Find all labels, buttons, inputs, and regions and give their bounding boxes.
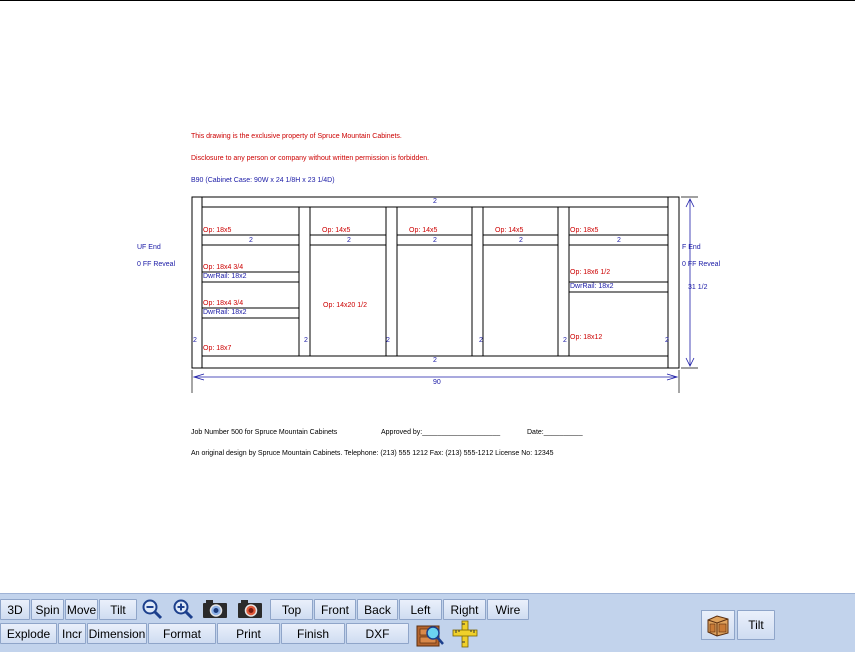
camera-red-icon[interactable] — [236, 597, 263, 621]
drawing-canvas[interactable] — [0, 1, 855, 592]
stile-label: 2 — [479, 337, 483, 344]
bottom-toolbar — [0, 593, 855, 652]
incr-button[interactable]: Incr — [58, 623, 86, 644]
stile-label: 2 — [563, 337, 567, 344]
rail-dim: 2 — [617, 237, 621, 244]
left-view-button[interactable]: Left — [399, 599, 442, 620]
opening-label: Op: 18x7 — [203, 345, 232, 352]
top-view-button[interactable]: Top — [270, 599, 313, 620]
tilt-right-button[interactable]: Tilt — [737, 610, 775, 640]
opening-label: Op: 18x4 3/4 — [203, 300, 244, 307]
camera-icon[interactable] — [201, 597, 228, 621]
design-credit: An original design by Spruce Mountain Cabinets. Telephone: (213) 555 1212 Fax: (213) 555-1212 License No: 12345 — [191, 450, 554, 457]
cabinet-view-icon[interactable] — [414, 621, 446, 648]
stile-label: 2 — [665, 337, 669, 344]
rail-dim: 2 — [347, 237, 351, 244]
job-number: Job Number 500 for Spruce Mountain Cabinets — [191, 429, 338, 436]
opening-label: Op: 18x6 1/2 — [570, 269, 611, 276]
disclosure-notice: Disclosure to any person or company without written permission is forbidden. — [191, 155, 430, 162]
cabinet-drawing — [0, 1, 855, 592]
ruler-icon[interactable] — [451, 620, 479, 648]
rail-dim: 2 — [519, 237, 523, 244]
opening-label: Op: 18x4 3/4 — [203, 264, 244, 271]
zoom-in-icon[interactable] — [171, 597, 195, 621]
right-reveal-label: 0 FF Reveal — [682, 261, 721, 268]
spin-button[interactable]: Spin — [31, 599, 64, 620]
right-end-label: F End — [682, 244, 701, 251]
back-view-button[interactable]: Back — [357, 599, 398, 620]
tilt-button[interactable]: Tilt — [99, 599, 137, 620]
zoom-out-icon[interactable] — [140, 597, 164, 621]
front-view-button[interactable]: Front — [314, 599, 356, 620]
left-reveal-label: 0 FF Reveal — [137, 261, 176, 268]
rail-dim: 2 — [433, 237, 437, 244]
drawer-rail-label: DwrRail: 18x2 — [203, 273, 247, 280]
property-notice: This drawing is the exclusive property of Spruce Mountain Cabinets. — [191, 133, 402, 140]
move-button[interactable]: Move — [65, 599, 98, 620]
stile-label: 2 — [193, 337, 197, 344]
width-dimension: 90 — [433, 379, 441, 386]
date-field: Date:__________ — [527, 429, 583, 436]
approved-by: Approved by:____________________ — [381, 429, 501, 436]
finish-button[interactable]: Finish — [281, 623, 345, 644]
dxf-button[interactable]: DXF — [346, 623, 409, 644]
format-button[interactable]: Format — [148, 623, 216, 644]
left-end-label: UF End — [137, 244, 161, 251]
drawer-rail-label: DwrRail: 18x2 — [203, 309, 247, 316]
cabinet-3d-icon[interactable] — [701, 610, 735, 640]
height-dimension: 31 1/2 — [688, 284, 708, 291]
opening-label: Op: 18x12 — [570, 334, 603, 341]
case-label: B90 (Cabinet Case: 90W x 24 1/8H x 23 1/4D) — [191, 177, 335, 184]
opening-label: Op: 14x5 — [322, 227, 351, 234]
dimension-button[interactable]: Dimension — [87, 623, 147, 644]
opening-label: Op: 14x20 1/2 — [323, 302, 367, 309]
print-button[interactable]: Print — [217, 623, 280, 644]
right-view-button[interactable]: Right — [443, 599, 486, 620]
bottom-rail-dim: 2 — [433, 357, 437, 364]
3d-button[interactable]: 3D — [0, 599, 30, 620]
opening-label: Op: 14x5 — [409, 227, 438, 234]
top-rail-dim: 2 — [433, 198, 437, 205]
rail-dim: 2 — [249, 237, 253, 244]
wire-button[interactable]: Wire — [487, 599, 529, 620]
opening-label: Op: 18x5 — [203, 227, 232, 234]
opening-label: Op: 18x5 — [570, 227, 599, 234]
drawer-rail-label: DwrRail: 18x2 — [570, 283, 614, 290]
explode-button[interactable]: Explode — [0, 623, 57, 644]
opening-label: Op: 14x5 — [495, 227, 524, 234]
stile-label: 2 — [304, 337, 308, 344]
stile-label: 2 — [386, 337, 390, 344]
